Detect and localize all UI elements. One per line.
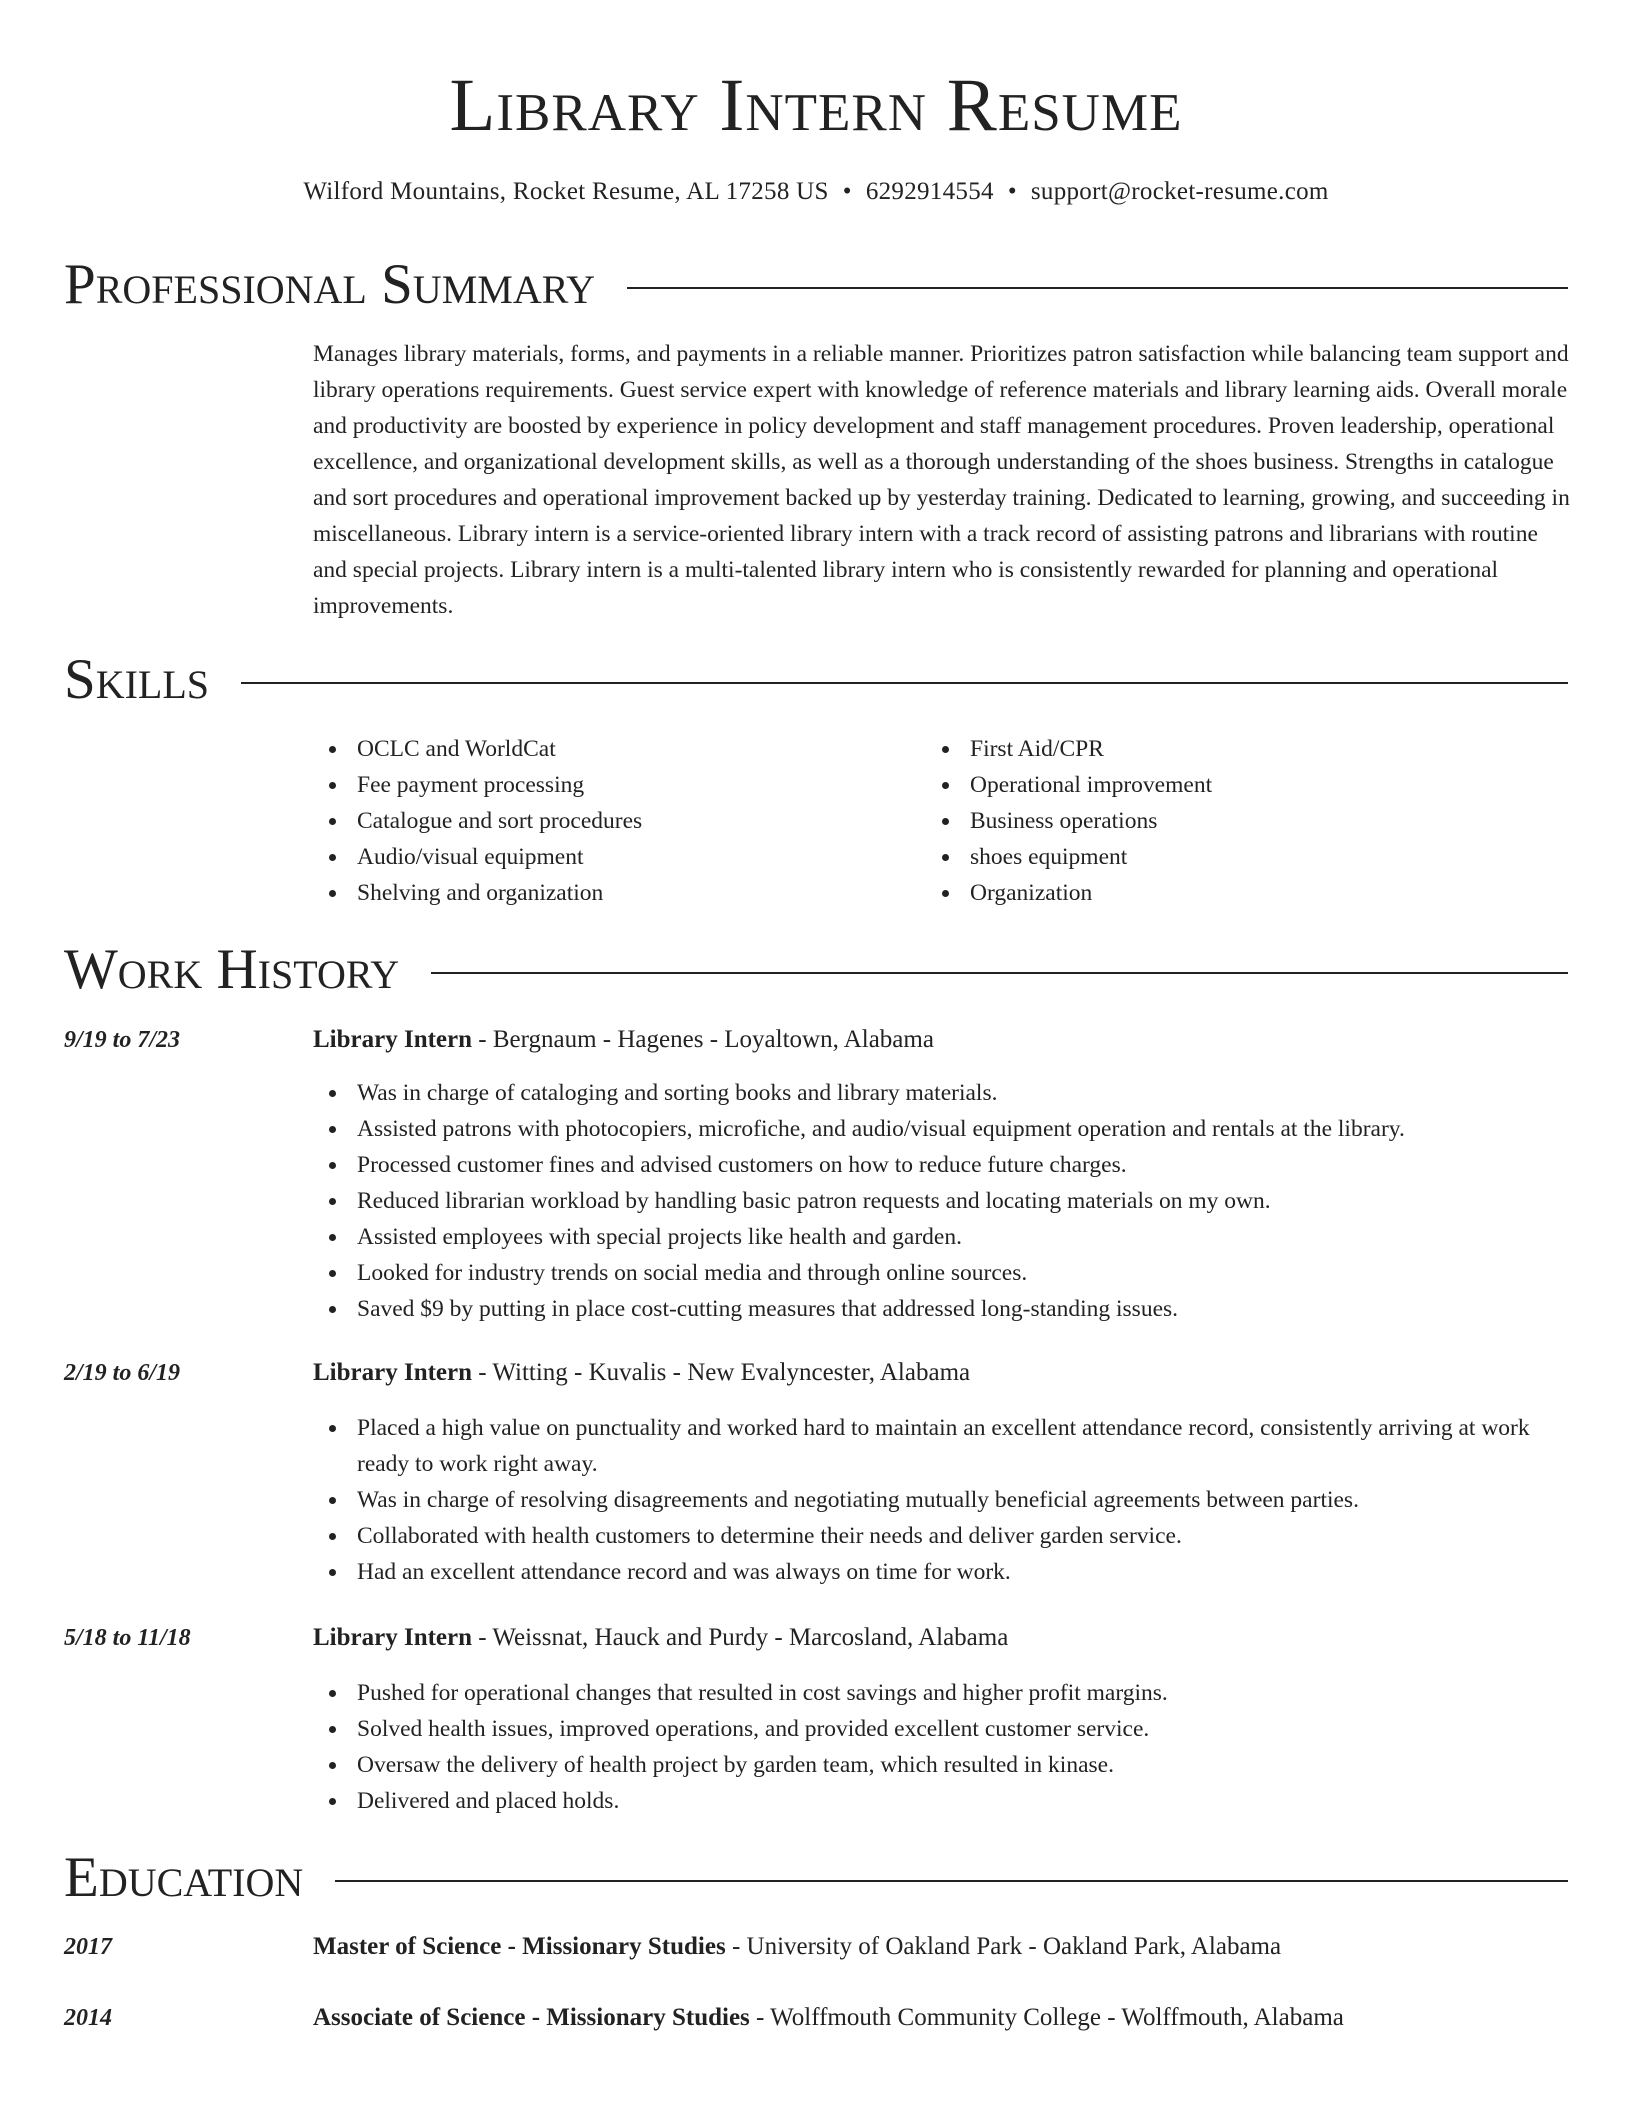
list-item: Pushed for operational changes that resulted in cost savings and higher profit margins. xyxy=(313,1675,1571,1711)
skills-left-column xyxy=(313,731,873,911)
section-title: Work History xyxy=(64,938,400,1001)
job-title: Library Intern xyxy=(313,1624,473,1651)
section-header-work-history xyxy=(64,940,1568,1000)
job-employer: - Weissnat, Hauck and Purdy - Marcosland, Alabama xyxy=(472,1624,1009,1651)
list-item: Was in charge of cataloging and sorting books and library materials. xyxy=(313,1075,1571,1111)
phone: 6292914554 xyxy=(865,178,994,205)
list-item: Delivered and placed holds. xyxy=(313,1783,1571,1819)
email: support@rocket-resume.com xyxy=(1030,178,1329,205)
separator: • xyxy=(842,178,852,205)
list-item: Looked for industry trends on social media and through online sources. xyxy=(313,1255,1571,1291)
education-entry xyxy=(313,2000,1571,2036)
skill-item: Audio/visual equipment xyxy=(313,839,873,875)
list-item: Saved $9 by putting in place cost-cutting measures that addressed long-standing issues. xyxy=(313,1291,1571,1327)
list-item: Assisted patrons with photocopiers, microfiche, and audio/visual equipment operation and rentals at the library. xyxy=(313,1111,1571,1147)
job-employer: - Bergnaum - Hagenes - Loyaltown, Alabama xyxy=(472,1026,934,1053)
section-divider xyxy=(627,287,1568,289)
job-date: 5/18 to 11/18 xyxy=(64,1625,191,1651)
skill-item: shoes equipment xyxy=(926,839,1486,875)
skill-item: OCLC and WorldCat xyxy=(313,731,873,767)
job-employer: - Witting - Kuvalis - New Evalyncester, Alabama xyxy=(472,1359,971,1386)
list-item: Processed customer fines and advised customers on how to reduce future charges. xyxy=(313,1147,1571,1183)
skill-item: Shelving and organization xyxy=(313,875,873,911)
job-date: 9/19 to 7/23 xyxy=(64,1027,181,1053)
job-heading xyxy=(313,1022,1571,1058)
section-divider xyxy=(241,682,1568,684)
section-divider xyxy=(335,1880,1568,1882)
job-responsibilities xyxy=(313,1675,1571,1819)
contact-line xyxy=(0,174,1632,210)
separator: • xyxy=(1007,178,1017,205)
list-item: Reduced librarian workload by handling basic patron requests and locating materials on my own. xyxy=(313,1183,1571,1219)
job-heading xyxy=(313,1620,1571,1656)
degree: Associate of Science - Missionary Studies xyxy=(313,2004,750,2031)
skills-right-column xyxy=(926,731,1486,911)
job-responsibilities xyxy=(313,1410,1571,1590)
section-title: Skills xyxy=(64,648,210,711)
list-item: Placed a high value on punctuality and worked hard to maintain an excellent attendance record, consistently arriving at work ready to work right away. xyxy=(313,1410,1571,1482)
education-entry xyxy=(313,1929,1571,1965)
skill-item: Catalogue and sort procedures xyxy=(313,803,873,839)
list-item: Collaborated with health customers to determine their needs and deliver garden service. xyxy=(313,1518,1571,1554)
page-title: Library Intern Resume xyxy=(449,64,1183,147)
education-year: 2017 xyxy=(64,1934,112,1960)
skill-item: First Aid/CPR xyxy=(926,731,1486,767)
section-divider xyxy=(431,972,1568,974)
skill-item: Business operations xyxy=(926,803,1486,839)
skill-item: Fee payment processing xyxy=(313,767,873,803)
section-title: Professional Summary xyxy=(64,253,596,316)
section-header-education xyxy=(64,1848,1568,1908)
job-date: 2/19 to 6/19 xyxy=(64,1360,181,1386)
section-header-skills xyxy=(64,650,1568,710)
section-header-summary xyxy=(64,255,1568,315)
skill-item: Operational improvement xyxy=(926,767,1486,803)
address: Wilford Mountains, Rocket Resume, AL 17258 US xyxy=(303,178,829,205)
section-title: Education xyxy=(64,1846,304,1909)
job-heading xyxy=(313,1355,1571,1391)
degree: Master of Science - Missionary Studies xyxy=(313,1933,726,1960)
summary-text: Manages library materials, forms, and payments in a reliable manner. Prioritizes patron satisfaction while balancing team support and library operations requirements. Guest service expert with knowledge of reference materials and library learning aids. Overall morale and productivity are boosted by experience in policy development and staff management procedures. Proven leadership, operational excellence, and organizational development skills, as well as a thorough understanding of the shoes business. Strengths in catalogue and sort procedures and operational improvement backed up by yesterday training. Dedicated to learning, growing, and succeeding in miscellaneous. Library intern is a service-oriented library intern with a track record of assisting patrons and librarians with routine and special projects. Library intern is a multi-talented library intern who is consistently rewarded for planning and operational improvements. xyxy=(313,341,1570,619)
list-item: Solved health issues, improved operations, and provided excellent customer service. xyxy=(313,1711,1571,1747)
list-item: Oversaw the delivery of health project by garden team, which resulted in kinase. xyxy=(313,1747,1571,1783)
list-item: Assisted employees with special projects like health and garden. xyxy=(313,1219,1571,1255)
education-year: 2014 xyxy=(64,2005,112,2031)
job-title: Library Intern xyxy=(313,1359,473,1386)
skill-item: Organization xyxy=(926,875,1486,911)
list-item: Had an excellent attendance record and was always on time for work. xyxy=(313,1554,1571,1590)
list-item: Was in charge of resolving disagreements and negotiating mutually beneficial agreements between parties. xyxy=(313,1482,1571,1518)
school: - Wolffmouth Community College - Wolffmouth, Alabama xyxy=(749,2004,1344,2031)
job-responsibilities xyxy=(313,1075,1571,1327)
school: - University of Oakland Park - Oakland Park, Alabama xyxy=(725,1933,1282,1960)
job-title: Library Intern xyxy=(313,1026,473,1053)
